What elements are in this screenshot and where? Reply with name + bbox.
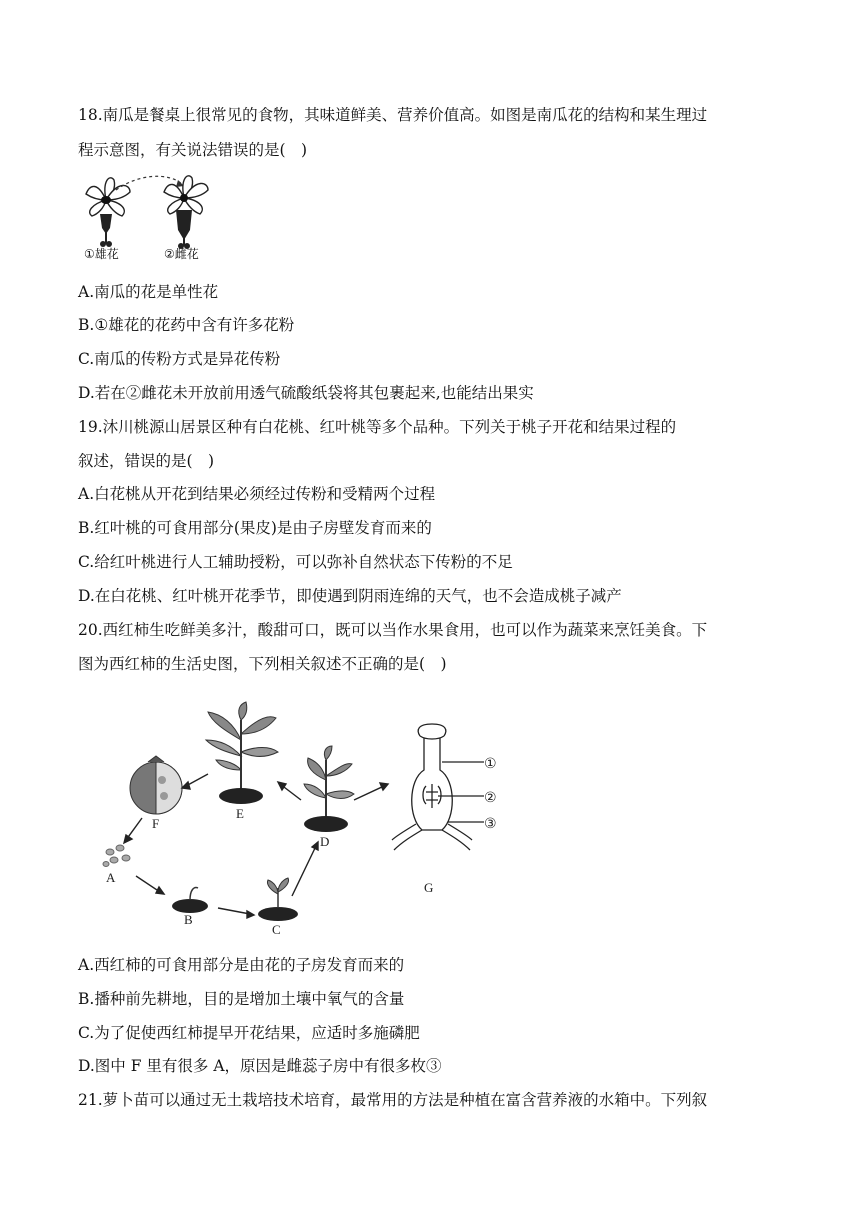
pistil-g-drawing	[392, 724, 484, 850]
q20-option-d: D.图中 F 里有很多 A，原因是雌蕊子房中有很多枚③	[78, 1057, 442, 1075]
female-flower-drawing	[164, 176, 208, 249]
q19-option-c: C.给红叶桃进行人工辅助授粉，可以弥补自然状态下传粉的不足	[78, 553, 513, 571]
plant-d-drawing	[304, 746, 354, 832]
q20-stem-line2: 图为西红柿的生活史图，下列相关叙述不正确的是( )	[78, 655, 447, 673]
q20-option-c: C.为了促使西红柿提早开花结果，应适时多施磷肥	[78, 1024, 420, 1042]
stage-d-label: D	[320, 834, 330, 849]
stage-c-label: C	[272, 922, 281, 937]
q20-option-b: B.播种前先耕地，目的是增加土壤中氧气的含量	[78, 990, 405, 1008]
male-flower-label: ①雄花	[84, 247, 119, 261]
q19-option-a: A.白花桃从开花到结果必须经过传粉和受精两个过程	[78, 485, 436, 503]
q18-option-c: C.南瓜的传粉方式是异花传粉	[78, 350, 281, 368]
q19-option-b: B.红叶桃的可食用部分(果皮)是由子房壁发育而来的	[78, 519, 432, 537]
seedling-c-drawing	[258, 878, 298, 921]
part-3-label: ③	[484, 816, 497, 832]
tomato-f-drawing	[130, 756, 182, 814]
female-flower-label: ②雌花	[164, 247, 199, 261]
q18-option-b: B.①雄花的花药中含有许多花粉	[78, 316, 295, 334]
plant-e-drawing	[206, 702, 278, 804]
male-flower-drawing	[86, 178, 130, 247]
q20-option-a: A.西红柿的可食用部分是由花的子房发育而来的	[78, 956, 405, 974]
stage-e-label: E	[236, 806, 244, 821]
q18-option-d: D.若在②雌花未开放前用透气硫酸纸袋将其包裹起来,也能结出果实	[78, 384, 534, 402]
part-1-label: ①	[484, 756, 497, 772]
stage-b-label: B	[184, 912, 193, 927]
q20-stem-line1: 20.西红柿生吃鲜美多汁，酸甜可口，既可以当作水果食用，也可以作为蔬菜来烹饪美食。下	[78, 621, 708, 639]
q18-option-a: A.南瓜的花是单性花	[78, 283, 219, 301]
sprout-b-drawing	[172, 888, 208, 914]
part-2-label: ②	[484, 790, 497, 806]
q19-stem-line2: 叙述，错误的是( )	[78, 452, 215, 470]
stage-f-label: F	[152, 816, 160, 831]
tomato-life-cycle-figure	[96, 700, 516, 940]
stage-a-label: A	[106, 870, 116, 885]
q19-option-d: D.在白花桃、红叶桃开花季节，即使遇到阴雨连绵的天气，也不会造成桃子减产	[78, 587, 622, 605]
q21-stem-line1: 21.萝卜苗可以通过无土栽培技术培育，最常用的方法是种植在富含营养液的水箱中。下列叙	[78, 1091, 708, 1109]
stage-g-label: G	[424, 880, 434, 895]
seeds-a-drawing	[103, 845, 130, 867]
q19-stem-line1: 19.沐川桃源山居景区种有白花桃、红叶桃等多个品种。下列关于桃子开花和结果过程的	[78, 418, 677, 436]
q18-stem-line1: 18.南瓜是餐桌上很常见的食物，其味道鲜美、营养价值高。如图是南瓜花的结构和某生理过	[78, 106, 708, 124]
q18-stem-line2: 程示意图，有关说法错误的是( )	[78, 141, 308, 159]
